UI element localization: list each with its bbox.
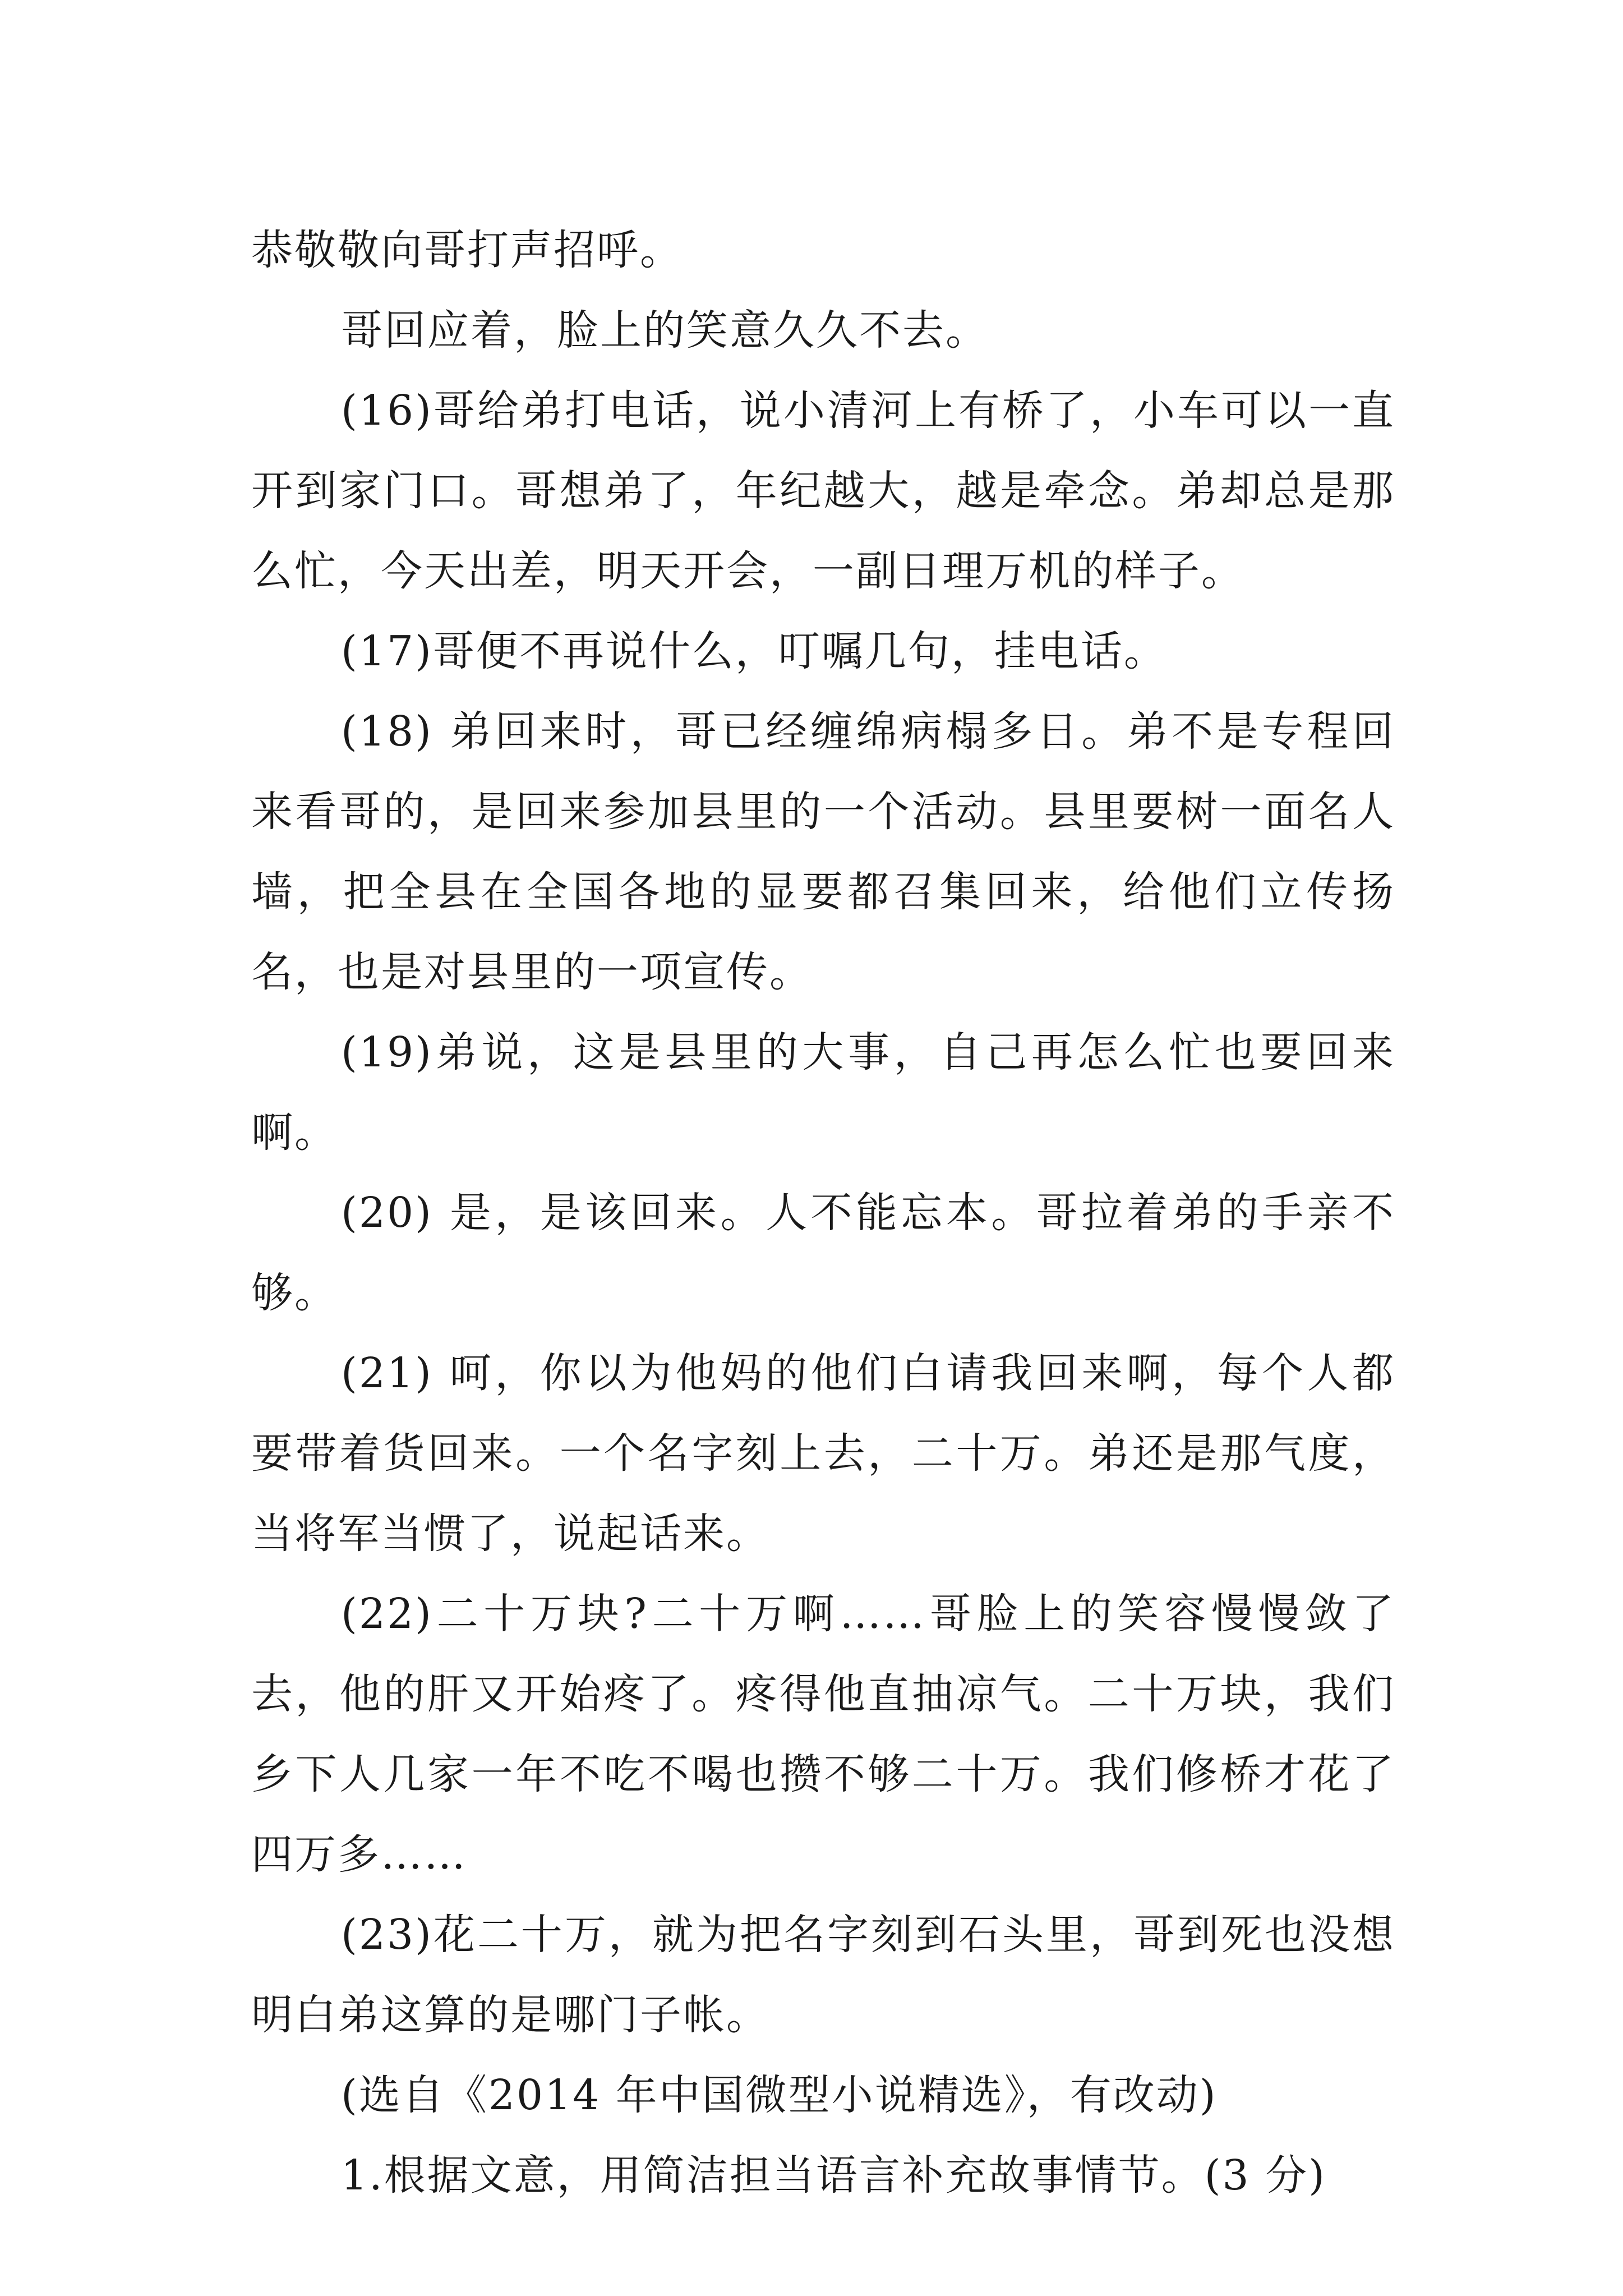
question-1: 1.根据文意，用简洁担当语言补充故事情节。(3 分) [341, 2151, 1326, 2200]
paragraph-23: (23)花二十万，就为把名字刻到石头里，哥到死也没想明白弟这算的是哪门子帐。 [251, 1911, 1395, 2039]
paragraph-19: (19)弟说，这是县里的大事，自己再怎么忙也要回来啊。 [251, 1028, 1395, 1157]
paragraph-21: (21) 呵，你以为他妈的他们白请我回来啊，每个人都要带着货回来。一个名字刻上去，二十万。弟还是那气度，当将军当惯了，说起话来。 [251, 1349, 1395, 1558]
paragraph-16: (16)哥给弟打电话，说小清河上有桥了，小车可以一直开到家门口。哥想弟了，年纪越大，越是牵念。弟却总是那么忙，今天出差，明天开会，一副日理万机的样子。 [251, 386, 1395, 595]
source-note: (选自《2014 年中国微型小说精选》，有改动) [341, 2071, 1218, 2119]
paragraph-17: (17)哥便不再说什么，叮嘱几句，挂电话。 [341, 627, 1167, 675]
paragraph-18: (18) 弟回来时，哥已经缠绵病榻多日。弟不是专程回来看哥的，是回来参加县里的一个活动。县里要树一面名人墙，把全县在全国各地的显要都召集回来，给他们立传扬名，也是对县里的一项宣传。 [251, 707, 1395, 996]
article-body [251, 210, 1395, 2216]
paragraph: 哥回应着，脸上的笑意久久不去。 [341, 306, 989, 355]
paragraph-22: (22)二十万块?二十万啊……哥脸上的笑容慢慢敛了去，他的肝又开始疼了。疼得他直抽凉气。二十万块，我们乡下人几家一年不吃不喝也攒不够二十万。我们修桥才花了四万多…… [251, 1590, 1395, 1879]
paragraph-continuation: 恭敬敬向哥打声招呼。 [251, 226, 683, 274]
paragraph-20: (20) 是，是该回来。人不能忘本。哥拉着弟的手亲不够。 [251, 1189, 1395, 1317]
